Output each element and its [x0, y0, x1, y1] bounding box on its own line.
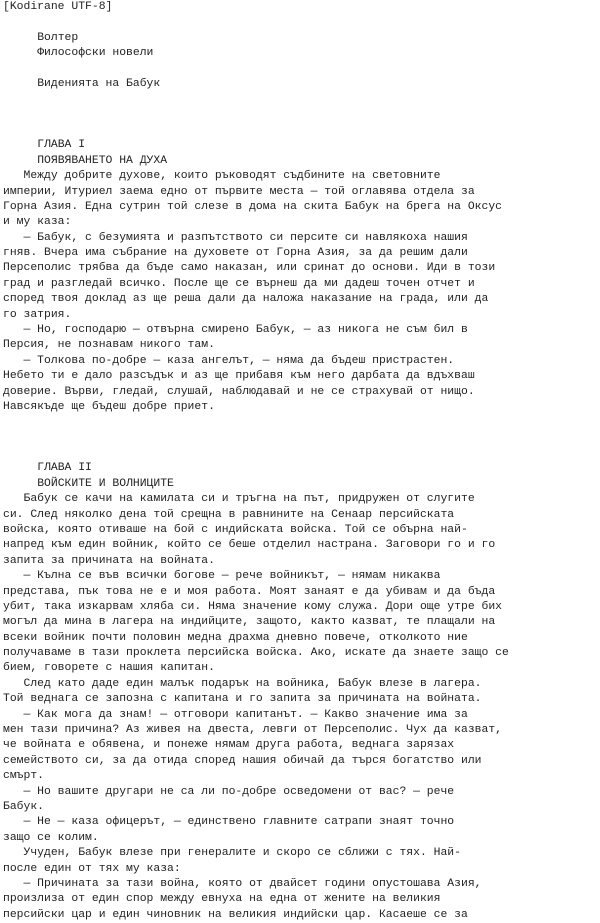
document-title — [3, 77, 600, 92]
text-line: всеки войник почти половин медна драхма дневно повече, отколкото ние — [3, 631, 468, 644]
text-line: — Толкова по-добре — каза ангелът, — няма да бъдеш пристрастен. — [3, 354, 455, 367]
chapter-heading-text: ГЛАВА II — [37, 462, 92, 475]
text-line: запита за причината на войната. — [3, 554, 215, 567]
text-line: Между добрите духове, които ръководят съдбините на световните — [3, 170, 441, 183]
text-line: напред към един войник, който се беше отделил настрана. Заговори го и го — [3, 539, 496, 552]
text-line: го затрия. — [3, 308, 72, 321]
text-line: Навсякъде ще бъдеш добре приет. — [3, 400, 215, 413]
text-line: Небето ти е дало разсъдък и аз ще прибавя към него дарбата да вдъхваш — [3, 370, 475, 383]
text-line: — Кълна се във всички богове — рече войникът, — нямам никаква — [3, 570, 441, 583]
text-line: гняв. Вчера има събрание на духовете от Горна Азия, за да решим дали — [3, 247, 468, 260]
text-line: персийски цар и един чиновник на великия индийски цар. Касаеше се за — [3, 908, 468, 921]
text-line: След като даде един малък подарък на войника, Бабук влезе в лагера. — [3, 677, 482, 690]
text-line: си. След няколко дена той срещна в равнините на Сенаар персийската — [3, 508, 455, 521]
text-line: — Причината за тази война, която от двайсет години опустошава Азия, — [3, 877, 482, 890]
author-name — [3, 31, 600, 46]
text-line: Бабук се качи на камилата си и тръгна на път, придружен от слугите — [3, 493, 475, 506]
encoding-note: [Kodirane UTF-8] — [3, 1, 113, 13]
text-line: представа, пък това не е и моя работа. Моят занаят е да убивам и да бъда — [3, 585, 496, 598]
text-line: империи, Итуриел заема едно от първите места — той оглавява отдела за — [3, 185, 475, 198]
text-line: после един от тях му каза: — [3, 862, 181, 875]
text-line: Персеполис трябва да бъде само наказан, или сринат до основи. Иди в този — [3, 262, 496, 275]
title-text: Виденията на Бабук — [37, 77, 161, 90]
text-line: — Бабук, с безумията и разпътството си персите си навлякоха нашия — [3, 231, 468, 244]
text-line: че войната е обявена, и понеже нямам друга работа, веднага зарязах — [3, 739, 455, 752]
text-line: Бабук. — [3, 800, 45, 813]
text-line: Персия, не познавам никого там. — [3, 339, 215, 352]
text-line: Учуден, Бабук влезе при генералите и скоро се сближи с тях. Най- — [3, 847, 461, 860]
text-line: смърт. — [3, 770, 45, 783]
chapter-subtitle — [3, 154, 600, 169]
text-line: мен тази причина? Аз живея на двеста, левги от Персеполис. Чух да казват, — [3, 724, 502, 737]
collection-name — [3, 46, 600, 61]
text-line: могъл да мина в лагера на индийците, защото, както казват, те плащали на — [3, 616, 496, 629]
text-line: според твоя доклад аз ще реша дали да наложа наказание на града, или да — [3, 293, 489, 306]
text-line: — Как мога да знам! — отговори капитанът. — Какво значение има за — [3, 708, 468, 721]
chapter-subtitle-text: ПОЯВЯВАНЕТО НА ДУХА — [37, 154, 168, 167]
chapter-heading — [3, 138, 600, 153]
chapter-body — [3, 169, 600, 415]
chapter-body — [3, 492, 600, 923]
author-text: Волтер — [37, 31, 79, 44]
chapter-2 — [3, 461, 600, 923]
text-line: — Не — каза офицерът, — единствено главните сатрапи знаят точно — [3, 816, 455, 829]
text-line: — Но вашите другари не са ли по-добре осведомени от вас? — рече — [3, 785, 455, 798]
chapter-heading-text: ГЛАВА I — [37, 139, 86, 152]
text-line: и му каза: — [3, 216, 72, 229]
text-line: убит, така изкарвам хляба си. Няма значение кому служа. Дори още утре бих — [3, 600, 502, 613]
chapter-subtitle — [3, 477, 600, 492]
text-line: получаваме в тази проклета персийска войска. Ако, искате да знаете защо се — [3, 647, 509, 660]
text-line: защо се колим. — [3, 831, 99, 844]
chapter-subtitle-text: ВОЙСКИТЕ И ВОЛНИЦИТЕ — [37, 477, 174, 490]
chapter-1 — [3, 138, 600, 415]
collection-text: Философски новели — [37, 47, 154, 60]
text-line: Той веднага се запозна с капитана и го запита за причината на войната. — [3, 693, 482, 706]
text-line: бием, говорете с нашия капитан. — [3, 662, 215, 675]
text-line: семейството си, за да отида според нашия обичай да търся богатство или — [3, 754, 482, 767]
text-line: Горна Азия. Една сутрин той слезе в дома на скита Бабук на брега на Оксус — [3, 200, 502, 213]
text-line: произлиза от един спор между евнуха на една от жените на великия — [3, 893, 441, 906]
text-line: — Но, господарю — отвърна смирено Бабук, — аз никога не съм бил в — [3, 324, 468, 337]
chapter-heading — [3, 461, 600, 476]
text-line: доверие. Върви, гледай, слушай, наблюдавай и не се страхувай от нищо. — [3, 385, 475, 398]
text-line: войска, която отиваше на бой с индийската войска. Той се обърна най- — [3, 523, 468, 536]
text-line: град и разгледай всичко. После ще се върнеш да ми дадеш точен отчет и — [3, 277, 475, 290]
